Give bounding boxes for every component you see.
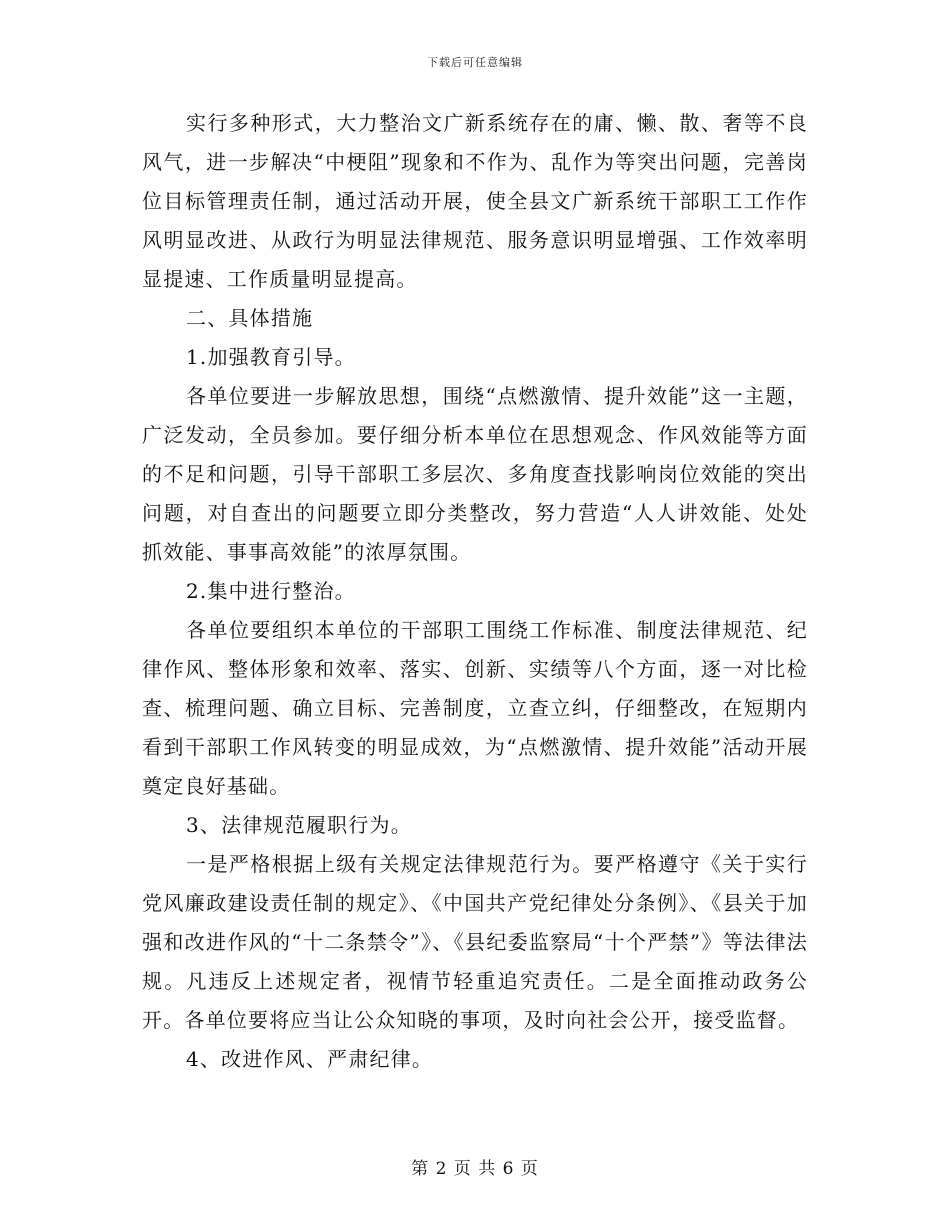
footer-middle: 页 共 <box>453 1159 497 1179</box>
footer-total-pages: 6 <box>502 1159 515 1179</box>
subheading-conduct: 3、法律规范履职行为。 <box>186 813 412 837</box>
paragraph-goals: 实行多种形式，大力整治文广新系统存在的庸、懒、散、奢等不良风气，进一步解决“中梗阻”现象和不作为、乱作为等突出问题，完善岗位目标管理责任制，通过活动开展，使全县文广新系统干部职工工作作风明显改进、从政行为明显法律规范、服务意识明显增强、工作效率明显提速、工作质量明显提高。 <box>142 111 808 291</box>
paragraph-rectification: 各单位要组织本单位的干部职工围绕工作标准、制度法律规范、纪律作风、整体形象和效率、落实、创新、实绩等八个方面，逐一对比检查、梳理问题、确立目标、完善制度，立查立纠，仔细整改，在短期内看到干部职工作风转变的明显成效，为“点燃激情、提升效能”活动开展奠定良好基础。 <box>142 618 808 798</box>
subheading-discipline: 4、改进作风、严肃纪律。 <box>186 1047 434 1071</box>
subheading-rectification: 2.集中进行整治。 <box>186 579 356 603</box>
subheading-education: 1.加强教育引导。 <box>186 345 356 369</box>
footer-prefix: 第 <box>411 1159 430 1179</box>
page-footer <box>0 1154 950 1179</box>
paragraph-education: 各单位要进一步解放思想，围绕“点燃激情、提升效能”这一主题，广泛发动，全员参加。要仔细分析本单位在思想观念、作风效能等方面的不足和问题，引导干部职工多层次、多角度查找影响岗位效能的突出问题，对自查出的问题要立即分类整改，努力营造“人人讲效能、处处抓效能、事事高效能”的浓厚氛围。 <box>142 384 808 564</box>
page-header: 下载后可任意编辑 <box>427 56 523 69</box>
footer-suffix: 页 <box>520 1159 539 1179</box>
footer-current-page: 2 <box>435 1159 448 1179</box>
document-body <box>142 104 808 1079</box>
section-heading-measures: 二、具体措施 <box>186 306 314 330</box>
paragraph-conduct: 一是严格根据上级有关规定法律规范行为。要严格遵守《关于实行党风廉政建设责任制的规定》、《中国共产党纪律处分条例》、《县关于加强和改进作风的“十二条禁令”》、《县纪委监察局“十个严禁”》等法律法规。凡违反上述规定者，视情节轻重追究责任。二是全面推动政务公开。各单位要将应当让公众知晓的事项，及时向社会公开，接受监督。 <box>142 852 808 1032</box>
